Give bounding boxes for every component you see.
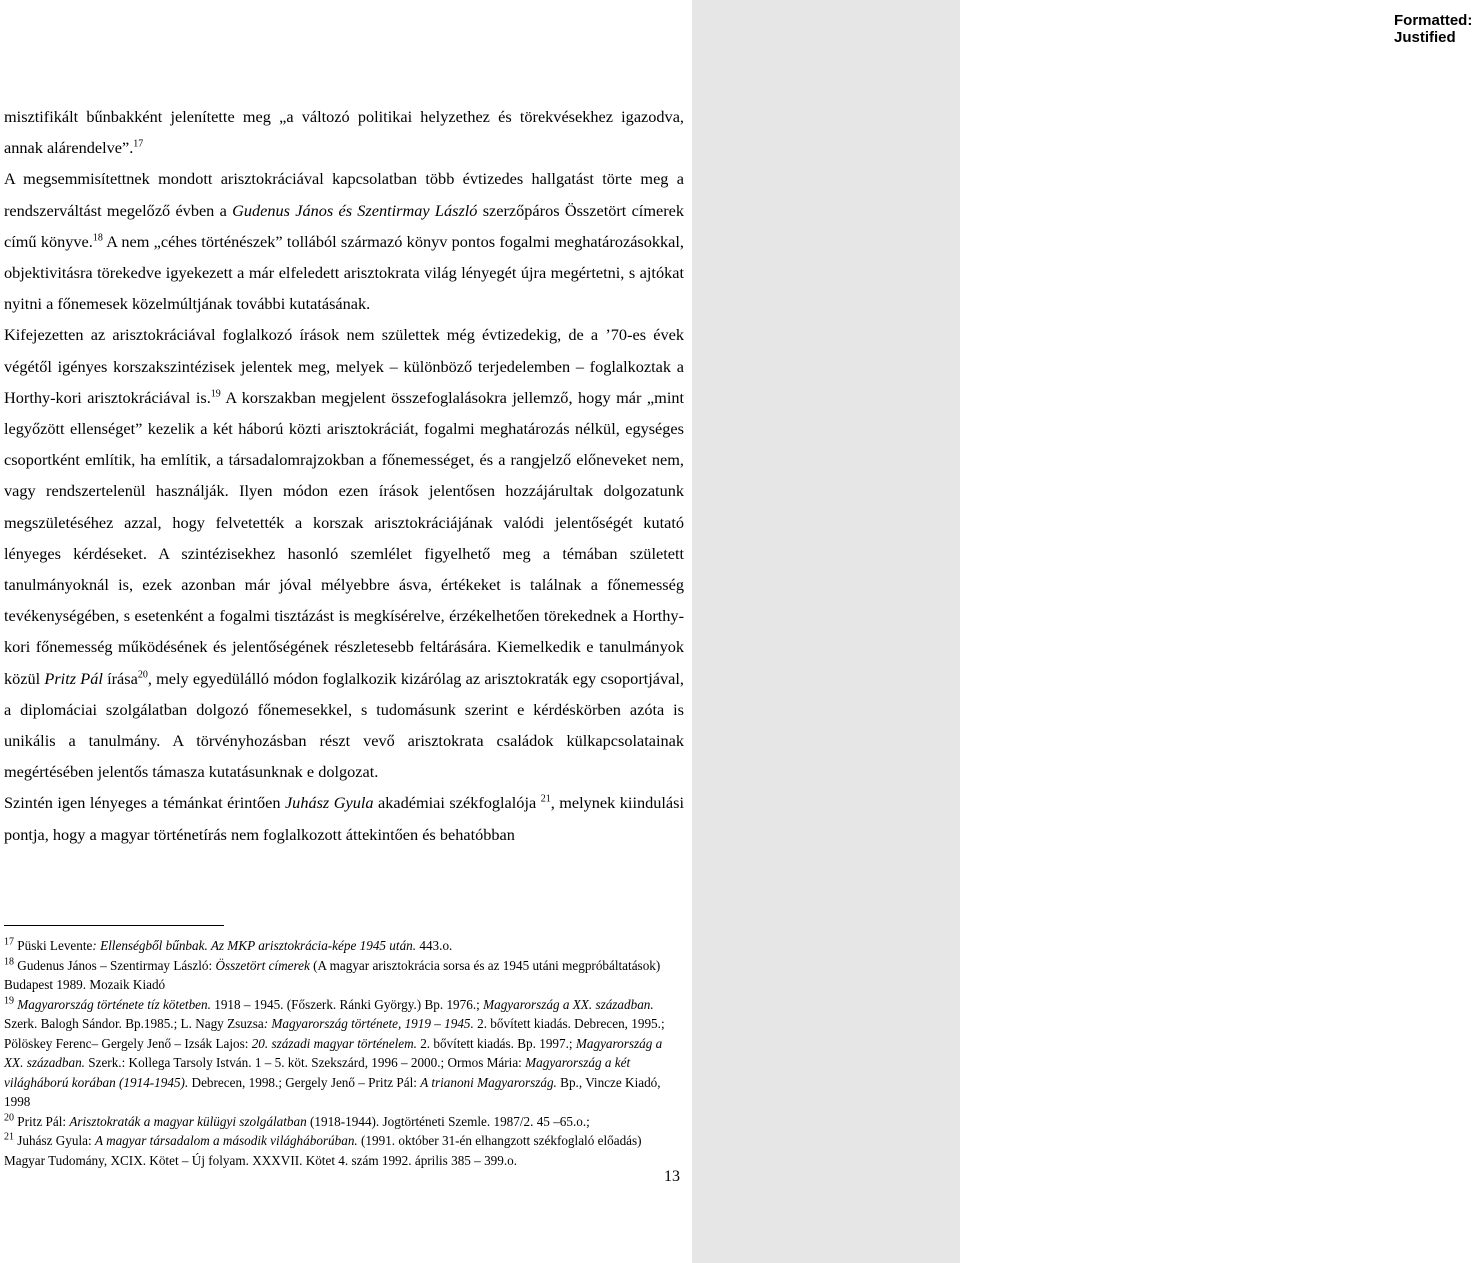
- footnote-separator: [4, 925, 224, 926]
- footnote-ref-18[interactable]: 18: [92, 232, 103, 244]
- paragraph-2: A megsemmisítettnek mondott arisztokráciával kapcsolatban több évtizedes hallgatást törte meg a rendszerváltást megelőző évben a Gudenus János és Szentirmay László szerzőpáros Összetört címerek című könyve.$^{18}$ A nem „céhes történészek” tollából származó könyv pontos fogalmi meghatározásokkal, objektivitásra törekedve igyekezett a már elfeledett arisztokrata világ lényegét újra megértetni, s ajtókat nyitni a főnemesek közelmúltjának további kutatásának.: [4, 169, 685, 314]
- footnote-20: $^{20}$ Pritz Pál: Arisztokraták a magyar külügyi szolgálatban (1918-1944). Jogtörténeti Szemle. 1987/2. 45 –65.o.;: [4, 1112, 590, 1129]
- footnote-19: $^{19}$ Magyarország története tíz kötetben. 1918 – 1945. (Főszerk. Ránki György.) Bp. 1976.; Magyarország a XX. században. Szerk. Balogh Sándor. Bp.1985.; L. Nagy Zsuzsa: Magyarország története, 1919 – 1945. 2. bővített kiadás. Debrecen, 1995.; Pölöskey Ferenc– Gergely Jenő – Izsák Lajos: 20. századi magyar történelem. 2. bővített kiadás. Bp. 1997.; Magyarország a XX. században. Szerk.: Kollega Tarsoly István. 1 – 5. köt. Szekszárd, 1996 – 2000.; Ormos Mária: Magyarország a két világháború korában (1914-1945). Debrecen, 1998.; Gergely Jenő – Pritz Pál: A trianoni Magyarország. Bp., Vincze Kiadó, 1998: [4, 995, 665, 1109]
- footnote-17: $^{17}$ Püski Levente: Ellenségből bűnbak. Az MKP arisztokrácia-képe 1945 után. 443.o.: [4, 936, 453, 953]
- footnote-ref-20[interactable]: 20: [137, 669, 148, 681]
- paragraph-3: Kifejezetten az arisztokráciával foglalkozó írások nem születtek még évtizedekig, de a ’70-es évek végétől igényes korszakszintézisek jelentek meg, melyek – különböző terjedelemben – foglalkoztak a Horthy-kori arisztokráciával is.$^{19}$ A korszakban megjelent összefoglalásokra jellemző, hogy már „mint legyőzött ellenséget” kezelik a két háború közti arisztokráciát, fogalmi meghatározás nélkül, egységes csoportként említik, ha említik, a társadalomrajzokban a főnemességet, és a rangjelző előneveket nem, vagy rendszertelenül használják. Ilyen módon ezen írások jelentősen hozzájárultak dolgozatunk megszületéséhez azzal, hogy felvetették a korszak arisztokráciájának valódi jelentőségét kutató lényeges kérdéseket. A szintézisekhez hasonló szemlélet figyelhető meg a témában született tanulmányoknál is, ezek azonban már jóval mélyebbre ásva, értékeket is találnak a főnemesség tevékenységében, s esetenként a fogalmi tisztázást is megkísérelve, érzékelhetően törekednek a Horthy-kori főnemesség működésének és jelentőségének részletesebb feltárására. Kiemelkedik e tanulmányok közül Pritz Pál írása$^{20}$, mely egyedülálló módon foglalkozik kizárólag az arisztokraták egy csoportjával, a diplomáciai szolgálatban dolgozó főnemesekkel, s tudomásunk szerint e kérdéskörben azóta is unikális a tanulmány. A törvényhozásban részt vevő arisztokrata családok külkapcsolatainak megértésében jelentős támasza kutatásunknak e dolgozat.: [4, 325, 685, 782]
- footnote-ref-21[interactable]: 21: [540, 794, 551, 806]
- footnote-21: $^{21}$ Juhász Gyula: A magyar társadalom a második világháborúban. (1991. október 31-én elhangzott székfoglaló előadás) Magyar Tudomány, XCIX. Kötet – Új folyam. XXXVII. Kötet 4. szám 1992. április 385 – 399.o.: [4, 1131, 642, 1168]
- paragraph-4: Szintén igen lényeges a témánkat érintően Juhász Gyula akadémiai székfoglalója $^{21}$, melynek kiindulási pontja, hogy a magyar történetírás nem foglalkozott áttekintően és behatóbban: [4, 793, 684, 844]
- comment-sidebar: [692, 0, 1472, 1263]
- paragraph-1: misztifikált bűnbakként jelenítette meg „a változó politikai helyzethez és törekvésekhez igazodva, annak alárendelve”.$^{17}$: [4, 107, 684, 158]
- footnote-ref-17[interactable]: 17: [133, 138, 144, 150]
- sidebar-title: Formatted: Justified: [1394, 12, 1472, 46]
- footnote-18: $^{18}$ Gudenus János – Szentirmay László: Összetört címerek (A magyar arisztokrácia sorsa és az 1945 utáni megpróbáltatások) Budapest 1989. Mozaik Kiadó: [4, 956, 661, 992]
- footnotes: [4, 936, 684, 1170]
- main-text: [4, 101, 684, 850]
- page-number: 13: [664, 1168, 680, 1185]
- footnote-ref-19[interactable]: 19: [210, 388, 221, 400]
